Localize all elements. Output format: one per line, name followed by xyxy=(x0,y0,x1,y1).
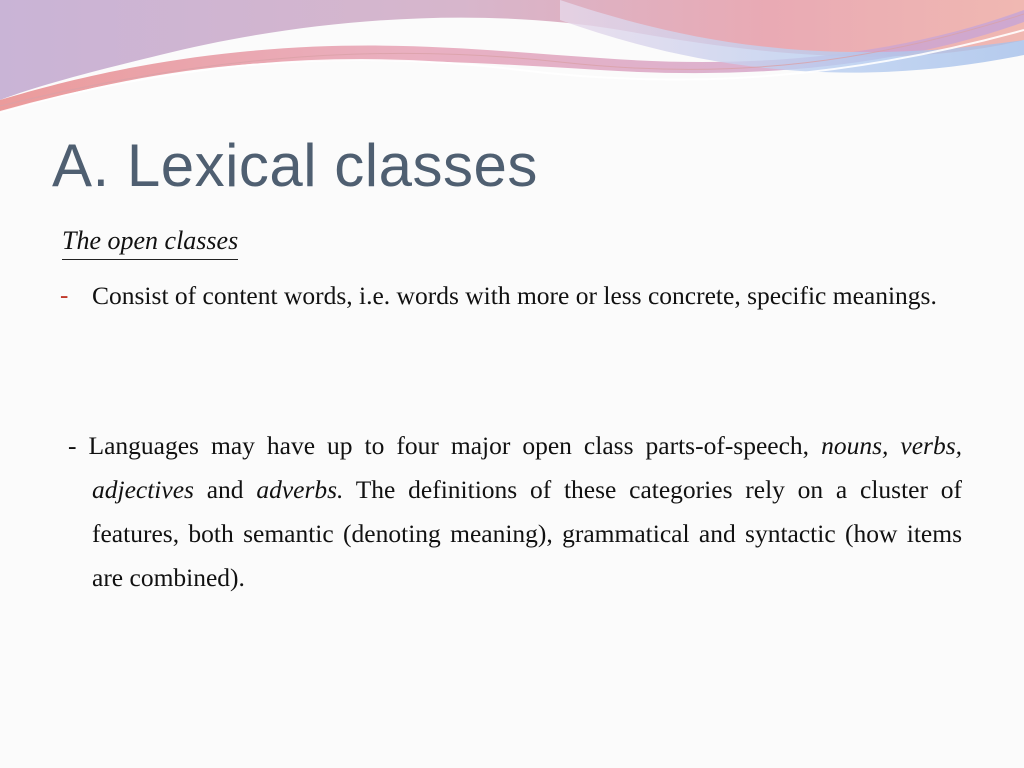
term-list-italic: nouns, verbs, adjectives xyxy=(92,431,962,504)
bullet-marker: - xyxy=(60,282,69,309)
term-adverbs-italic: adverbs. xyxy=(256,475,344,504)
bullet-text: Consist of content words, i.e. words with more or less concrete, specific meanings. xyxy=(92,281,937,310)
paragraph-marker: - xyxy=(68,431,77,460)
paragraph-open-class-parts-of-speech xyxy=(68,424,962,600)
section-subtitle: The open classes xyxy=(62,225,238,260)
paragraph-rest: The definitions of these categories rely on a cluster of features, both semantic (denoting meaning), grammatical and syntactic (how items are combined). xyxy=(92,475,962,592)
paragraph-intro: Languages may have up to four major open class parts-of-speech, xyxy=(88,431,822,460)
slide-title: A. Lexical classes xyxy=(52,132,538,199)
conjunction: and xyxy=(193,475,257,504)
header-wave-decoration xyxy=(0,0,1024,120)
